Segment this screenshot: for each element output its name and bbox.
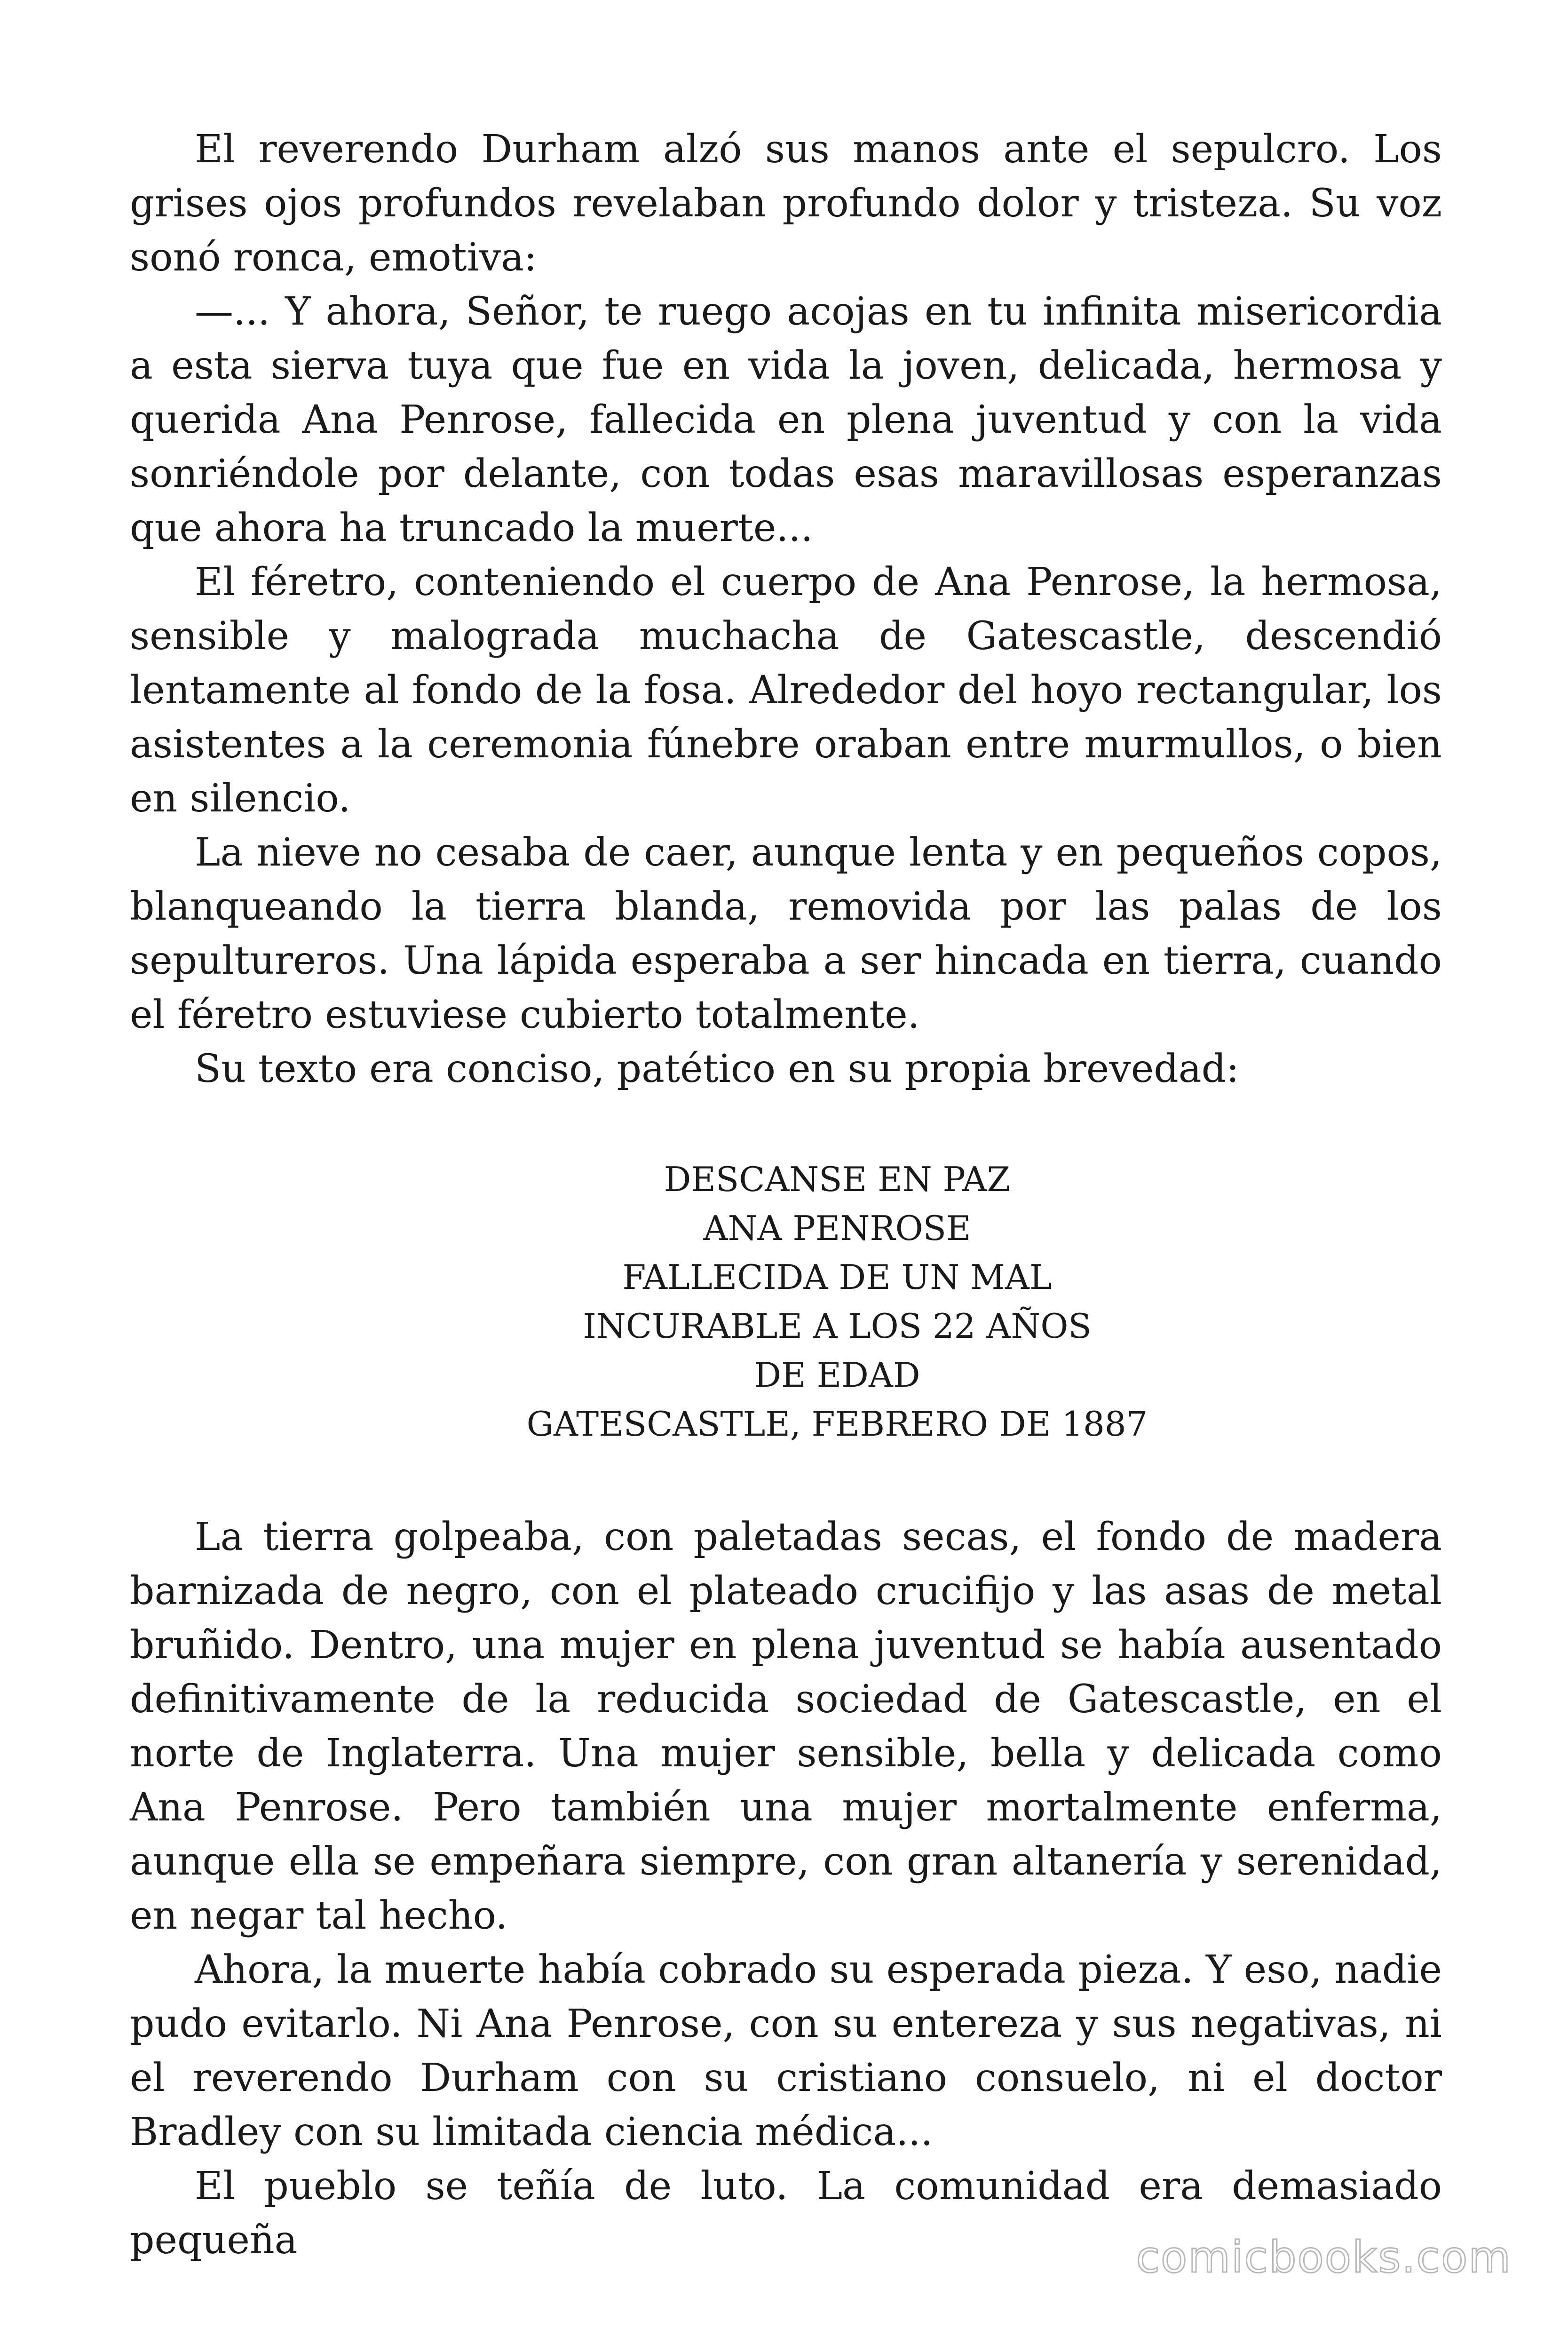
body-text-bottom: [130, 1510, 1442, 2267]
paragraph: Ahora, la muerte había cobrado su esperada pieza. Y eso, nadie pudo evitarlo. Ni Ana Penrose, con su entereza y sus negativas, ni el reverendo Durham con su cristiano consuelo, ni el doctor Bradley con su limitada ciencia médica...: [130, 1947, 1442, 2154]
paragraph: El pueblo se teñía de luto. La comunidad era demasiado pequeña: [130, 2164, 1442, 2263]
epitaph-line: INCURABLE A LOS 22 AÑOS: [583, 1306, 1092, 1346]
body-text-top: [130, 122, 1442, 1096]
epitaph-inscription: [470, 1155, 1204, 1448]
paragraph: La tierra golpeaba, con paletadas secas, el fondo de madera barnizada de negro, con el plateado crucifijo y las asas de metal bruñido. Dentro, una mujer en plena juventud se había ausentado definitivamente de la reducida sociedad de Gatescastle, en el norte de Inglaterra. Una mujer sensible, bella y delicada como Ana Penrose. Pero también una mujer mortalmente enferma, aunque ella se empeñara siempre, con gran altanería y serenidad, en negar tal hecho.: [130, 1515, 1442, 1938]
epitaph-line: FALLECIDA DE UN MAL: [622, 1257, 1052, 1297]
epitaph-line: DE EDAD: [754, 1355, 920, 1395]
watermark: comicbooks.com: [1136, 2232, 1512, 2282]
epitaph-line: GATESCASTLE, FEBRERO DE 1887: [526, 1404, 1148, 1444]
paragraph: El reverendo Durham alzó sus manos ante el sepulcro. Los grises ojos profundos revelaban profundo dolor y tristeza. Su voz sonó ronca, emotiva:: [130, 127, 1442, 280]
paragraph: La nieve no cesaba de caer, aunque lenta y en pequeños copos, blanqueando la tierra blanda, removida por las palas de los sepultureros. Una lápida esperaba a ser hincada en tierra, cuando el féretro estuviese cubierto totalmente.: [130, 830, 1442, 1037]
epitaph-line: ANA PENROSE: [703, 1208, 971, 1248]
paragraph: El féretro, conteniendo el cuerpo de Ana Penrose, la hermosa, sensible y malograda muchacha de Gatescastle, descendió lentamente al fondo de la fosa. Alrededor del hoyo rectangular, los asistentes a la ceremonia fúnebre oraban entre murmullos, o bien en silencio.: [130, 560, 1442, 821]
epitaph-line: DESCANSE EN PAZ: [664, 1160, 1011, 1199]
paragraph: —... Y ahora, Señor, te ruego acojas en tu infinita misericordia a esta sierva tuya que fue en vida la joven, delicada, hermosa y querida Ana Penrose, fallecida en plena juventud y con la vida sonriéndole por delante, con todas esas maravillosas esperanzas que ahora ha truncado la muerte...: [130, 289, 1442, 550]
paragraph: Su texto era conciso, patético en su propia brevedad:: [195, 1047, 1239, 1091]
